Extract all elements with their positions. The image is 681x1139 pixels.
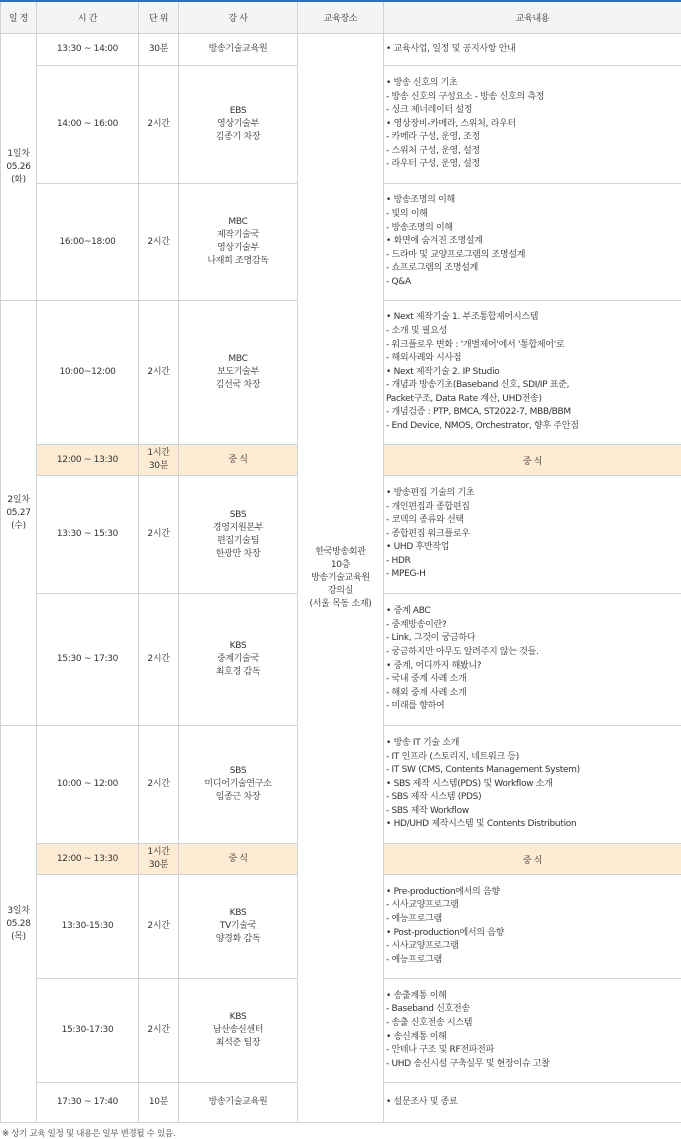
text-line: 영상기술부 bbox=[181, 242, 295, 255]
place-cell bbox=[298, 34, 384, 1123]
text-line: - 카메라 구성, 운영, 조정 bbox=[386, 131, 679, 145]
text-line: - 소개 및 필요성 bbox=[386, 325, 679, 339]
unit-cell bbox=[139, 66, 179, 184]
header-place: 교육장소 bbox=[298, 1, 384, 34]
text-line: 보도기술부 bbox=[181, 366, 295, 379]
text-line: 양경화 감독 bbox=[181, 933, 295, 946]
header-day: 일 정 bbox=[1, 1, 37, 34]
text-line: • 방송 IT 기술 소개 bbox=[386, 737, 679, 751]
lunch-cell bbox=[384, 445, 681, 476]
time-cell: 15:30-17:30 bbox=[37, 979, 139, 1083]
text-line: - 해외 중계 사례 소개 bbox=[386, 687, 679, 701]
text-line: - IT SW (CMS, Contents Management System) bbox=[386, 764, 679, 778]
text-line: - 안테나 구조 및 RF전파전파 bbox=[386, 1044, 679, 1058]
text-line: EBS bbox=[181, 105, 295, 118]
table-row bbox=[1, 34, 681, 66]
text-line: 한국방송회관 bbox=[300, 546, 381, 559]
text-line: 1일차 bbox=[3, 148, 34, 161]
text-line: • 방송편집 기술의 기초 bbox=[386, 487, 679, 501]
text-line: - Baseband 신호전송 bbox=[386, 1003, 679, 1017]
text-line: • Post-production에서의 음향 bbox=[386, 927, 679, 941]
content-cell bbox=[384, 476, 681, 594]
text-line: - 궁금하지만 아무도 알려주지 않는 것들. bbox=[386, 646, 679, 660]
text-line: - Link, 그것이 궁금하다 bbox=[386, 632, 679, 646]
text-line: - 방송조명의 이해 bbox=[386, 222, 679, 236]
instructor-cell bbox=[179, 594, 298, 726]
instructor-cell bbox=[179, 34, 298, 66]
lunch-cell bbox=[384, 844, 681, 875]
text-line: SBS bbox=[181, 509, 295, 522]
text-line: 2시간 bbox=[141, 653, 176, 666]
text-line: 중 식 bbox=[181, 853, 295, 866]
day-cell bbox=[1, 726, 37, 1123]
text-line: - 미래를 향하여 bbox=[386, 700, 679, 714]
text-line: 김선국 차장 bbox=[181, 379, 295, 392]
text-line: 05.27 bbox=[3, 507, 34, 520]
text-line: • SBS 제작 시스템(PDS) 및 Workflow 소개 bbox=[386, 778, 679, 792]
text-line: • UHD 후반작업 bbox=[386, 541, 679, 555]
instructor-cell bbox=[179, 979, 298, 1083]
text-line: - 송출 신호전송 시스템 bbox=[386, 1017, 679, 1031]
text-line: (수) bbox=[3, 520, 34, 533]
text-line: - 코덱의 종류와 선택 bbox=[386, 514, 679, 528]
text-line: - 예능프로그램 bbox=[386, 913, 679, 927]
text-line: - Q&A bbox=[386, 276, 679, 290]
text-line: 1시간 bbox=[141, 447, 176, 460]
text-line: 30분 bbox=[141, 460, 176, 473]
text-line: • 방송 신호의 기초 bbox=[386, 77, 679, 91]
instructor-cell bbox=[179, 844, 298, 875]
text-line: 미디어기술연구소 bbox=[181, 778, 295, 791]
text-line: - 싱크 제너레이터 설정 bbox=[386, 104, 679, 118]
unit-cell bbox=[139, 979, 179, 1083]
text-line: - 시사교양프로그램 bbox=[386, 940, 679, 954]
unit-cell bbox=[139, 445, 179, 476]
text-line: (목) bbox=[3, 931, 34, 944]
text-line: • 송출계통 이해 bbox=[386, 990, 679, 1004]
text-line: 최호경 감독 bbox=[181, 666, 295, 679]
text-line: - HDR bbox=[386, 555, 679, 569]
content-cell bbox=[384, 66, 681, 184]
time-cell: 13:30 ~ 14:00 bbox=[37, 34, 139, 66]
time-cell: 13:30 ~ 15:30 bbox=[37, 476, 139, 594]
text-line: • 영상장비-카메라, 스위처, 라우터 bbox=[386, 118, 679, 132]
text-line: - 예능프로그램 bbox=[386, 954, 679, 968]
text-line: 2시간 bbox=[141, 1024, 176, 1037]
text-line: • Next 제작기술 1. 부조통합제어시스템 bbox=[386, 311, 679, 325]
text-line: - IT 인프라 (스토리지, 네트워크 등) bbox=[386, 751, 679, 765]
text-line: 2시간 bbox=[141, 778, 176, 791]
text-line: 한광만 차장 bbox=[181, 548, 295, 561]
day-cell bbox=[1, 301, 37, 726]
text-line: 2시간 bbox=[141, 528, 176, 541]
text-line: • 중계, 어디까지 해봤니? bbox=[386, 660, 679, 674]
header-row bbox=[1, 1, 681, 34]
time-cell: 10:00 ~ 12:00 bbox=[37, 726, 139, 844]
text-line: - MPEG-H bbox=[386, 568, 679, 582]
text-line: 05.26 bbox=[3, 161, 34, 174]
text-line: 경영지원본부 bbox=[181, 522, 295, 535]
text-line: 방송기술교육원 bbox=[181, 43, 295, 56]
text-line: TV기술국 bbox=[181, 920, 295, 933]
text-line: 30분 bbox=[141, 859, 176, 872]
text-line: • 중계 ABC bbox=[386, 605, 679, 619]
text-line: - 국내 중계 사례 소개 bbox=[386, 673, 679, 687]
text-line: 임종근 차장 bbox=[181, 791, 295, 804]
text-line: 2시간 bbox=[141, 366, 176, 379]
unit-cell bbox=[139, 1083, 179, 1123]
text-line: - 방송 신호의 구성요소 - 방송 신호의 측정 bbox=[386, 91, 679, 105]
text-line: - 종합편집 워크플로우 bbox=[386, 528, 679, 542]
text-line: MBC bbox=[181, 353, 295, 366]
text-line: - SBS 제작 Workflow bbox=[386, 805, 679, 819]
text-line: 중 식 bbox=[386, 454, 679, 467]
content-cell bbox=[384, 594, 681, 726]
text-line: 05.28 bbox=[3, 918, 34, 931]
time-cell: 17:30 ~ 17:40 bbox=[37, 1083, 139, 1123]
text-line: 중계기술국 bbox=[181, 653, 295, 666]
instructor-cell bbox=[179, 445, 298, 476]
text-line: - 워크플로우 변화 : '개별제어'에서 '통합제어'로 bbox=[386, 339, 679, 353]
text-line: - 해외사례와 시사점 bbox=[386, 352, 679, 366]
unit-cell bbox=[139, 34, 179, 66]
content-cell bbox=[384, 979, 681, 1083]
unit-cell bbox=[139, 875, 179, 979]
text-line: - 개념과 방송기초(Baseband 신호, SDI/IP 표준, bbox=[386, 379, 679, 393]
text-line: - 빛의 이해 bbox=[386, 208, 679, 222]
text-line: - 쇼프로그램의 조명설계 bbox=[386, 262, 679, 276]
content-cell bbox=[384, 875, 681, 979]
text-line: KBS bbox=[181, 907, 295, 920]
text-line: - SBS 제작 시스템 (PDS) bbox=[386, 791, 679, 805]
schedule-body bbox=[1, 34, 681, 1123]
text-line: 최석준 팀장 bbox=[181, 1037, 295, 1050]
instructor-cell bbox=[179, 875, 298, 979]
text-line: - 라우터 구성, 운영, 설정 bbox=[386, 158, 679, 172]
time-cell: 12:00 ~ 13:30 bbox=[37, 445, 139, 476]
text-line: • Next 제작기술 2. IP Studio bbox=[386, 366, 679, 380]
text-line: • 교육사업, 일정 및 공지사항 안내 bbox=[386, 43, 679, 57]
instructor-cell bbox=[179, 726, 298, 844]
unit-cell bbox=[139, 594, 179, 726]
text-line: SBS bbox=[181, 765, 295, 778]
text-line: - UHD 송신시설 구축실무 및 현장이슈 고찰 bbox=[386, 1058, 679, 1072]
time-cell: 12:00 ~ 13:30 bbox=[37, 844, 139, 875]
text-line: • 설문조사 및 종료 bbox=[386, 1096, 679, 1110]
content-cell bbox=[384, 1083, 681, 1123]
content-cell bbox=[384, 184, 681, 301]
text-line: 중 식 bbox=[181, 454, 295, 467]
time-cell: 14:00 ~ 16:00 bbox=[37, 66, 139, 184]
text-line: • 화면에 숨겨진 조명설계 bbox=[386, 235, 679, 249]
text-line: 2시간 bbox=[141, 236, 176, 249]
header-unit: 단 위 bbox=[139, 1, 179, 34]
text-line: - 개인편집과 종합편집 bbox=[386, 501, 679, 515]
text-line: 강의실 bbox=[300, 585, 381, 598]
text-line: 제작기술국 bbox=[181, 229, 295, 242]
text-line: Packet구조, Data Rate 계산, UHD전송) bbox=[386, 393, 679, 407]
text-line: - End Device, NMOS, Orchestrator, 향후 주안점 bbox=[386, 420, 679, 434]
text-line: 방송기술교육원 bbox=[181, 1096, 295, 1109]
text-line: 2일차 bbox=[3, 494, 34, 507]
text-line: 2시간 bbox=[141, 920, 176, 933]
footnote: ※ 상기 교육 일정 및 내용은 일부 변경될 수 있음. bbox=[0, 1123, 681, 1139]
text-line: 10분 bbox=[141, 1096, 176, 1109]
instructor-cell bbox=[179, 66, 298, 184]
unit-cell bbox=[139, 726, 179, 844]
text-line: 김종기 차장 bbox=[181, 131, 295, 144]
text-line: 남산송신센터 bbox=[181, 1024, 295, 1037]
time-cell: 15:30 ~ 17:30 bbox=[37, 594, 139, 726]
time-cell: 16:00~18:00 bbox=[37, 184, 139, 301]
text-line: KBS bbox=[181, 640, 295, 653]
instructor-cell bbox=[179, 1083, 298, 1123]
text-line: (화) bbox=[3, 174, 34, 187]
text-line: - 시사교양프로그램 bbox=[386, 899, 679, 913]
unit-cell bbox=[139, 844, 179, 875]
time-cell: 13:30-15:30 bbox=[37, 875, 139, 979]
text-line: (서울 목동 소재) bbox=[300, 598, 381, 611]
instructor-cell bbox=[179, 476, 298, 594]
text-line: - 개념검증 : PTP, BMCA, ST2022-7, MBB/BBM bbox=[386, 406, 679, 420]
text-line: 3일차 bbox=[3, 905, 34, 918]
text-line: 2시간 bbox=[141, 118, 176, 131]
text-line: 편집기술팀 bbox=[181, 535, 295, 548]
text-line: 10층 bbox=[300, 559, 381, 572]
text-line: 방송기술교육원 bbox=[300, 572, 381, 585]
instructor-cell bbox=[179, 301, 298, 445]
day-cell bbox=[1, 34, 37, 301]
text-line: 1시간 bbox=[141, 846, 176, 859]
text-line: MBC bbox=[181, 216, 295, 229]
text-line: • HD/UHD 제작시스템 및 Contents Distribution bbox=[386, 818, 679, 832]
content-cell bbox=[384, 726, 681, 844]
text-line: 영상기술부 bbox=[181, 118, 295, 131]
text-line: • 송신계통 이해 bbox=[386, 1031, 679, 1045]
header-content: 교육내용 bbox=[384, 1, 681, 34]
text-line: - 스위처 구성, 운영, 설정 bbox=[386, 145, 679, 159]
text-line: • Pre-production에서의 음향 bbox=[386, 886, 679, 900]
text-line: - 드라마 및 교양프로그램의 조명설계 bbox=[386, 249, 679, 263]
text-line: KBS bbox=[181, 1011, 295, 1024]
instructor-cell bbox=[179, 184, 298, 301]
text-line: • 방송조명의 이해 bbox=[386, 194, 679, 208]
content-cell bbox=[384, 301, 681, 445]
unit-cell bbox=[139, 476, 179, 594]
text-line: 나재희 조명감독 bbox=[181, 255, 295, 268]
content-cell bbox=[384, 34, 681, 66]
unit-cell bbox=[139, 184, 179, 301]
text-line: 중 식 bbox=[386, 853, 679, 866]
text-line: 30분 bbox=[141, 43, 176, 56]
unit-cell bbox=[139, 301, 179, 445]
time-cell: 10:00~12:00 bbox=[37, 301, 139, 445]
text-line: - 중계방송이란? bbox=[386, 619, 679, 633]
header-time: 시 간 bbox=[37, 1, 139, 34]
header-instructor: 강 사 bbox=[179, 1, 298, 34]
